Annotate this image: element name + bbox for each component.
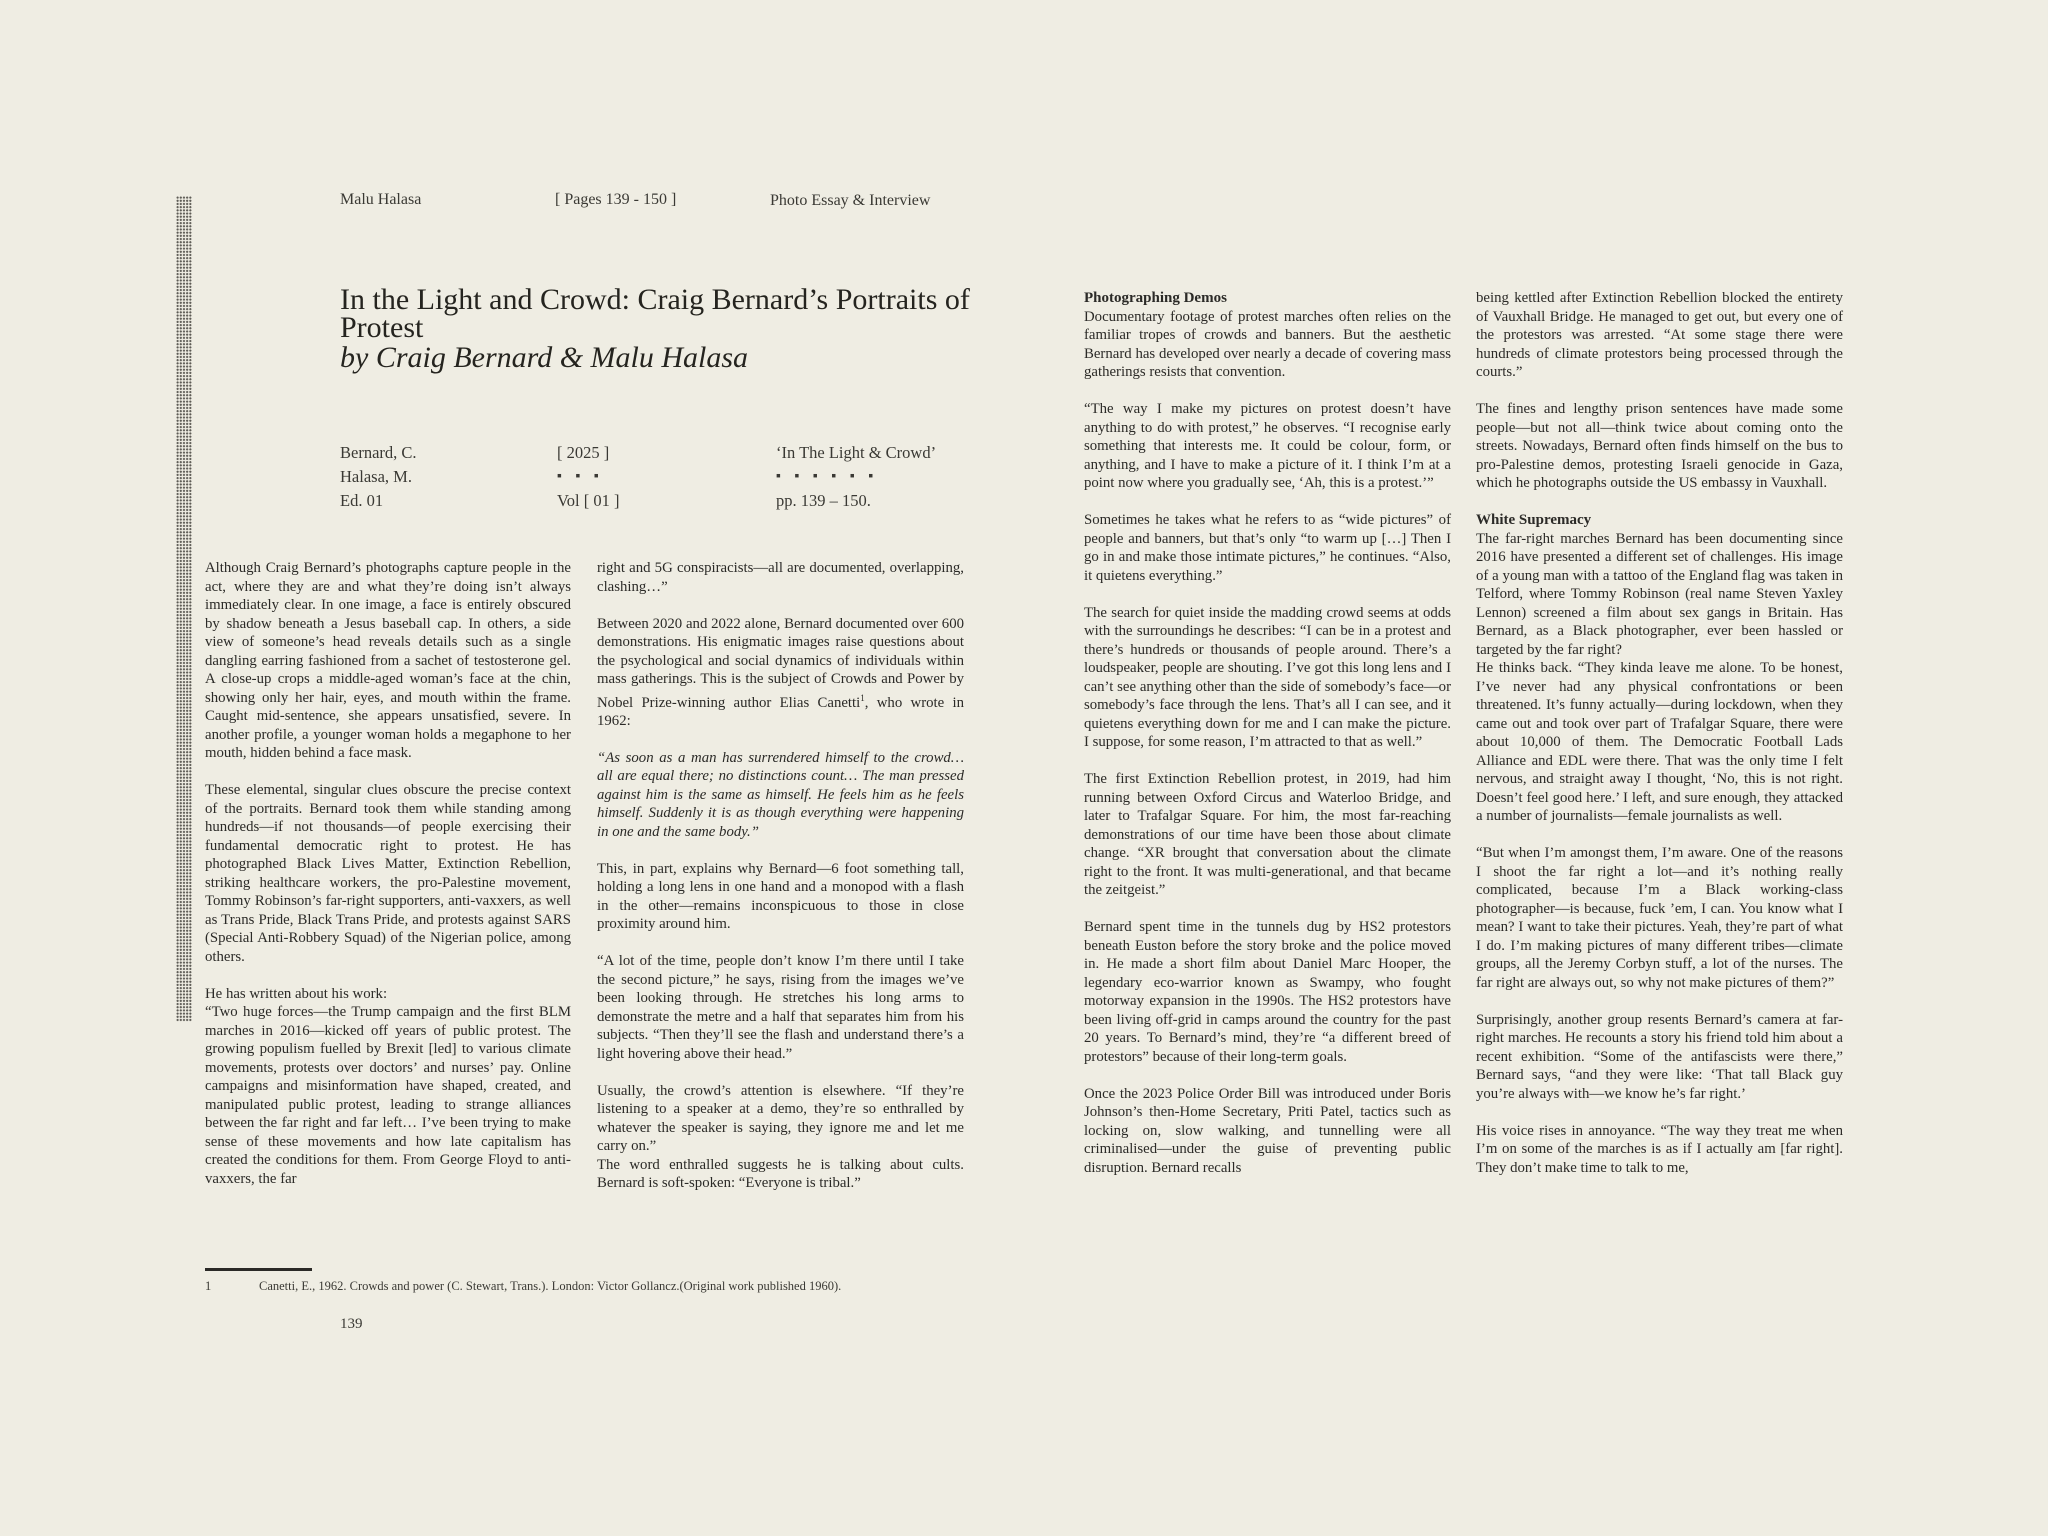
paragraph: “A lot of the time, people don’t know I’m there until I take the second picture,” he says, rising from the images we’ve been looking through. He stretches his long arms to demonstrate the metre and a half that separates him from his subjects. “Then they’ll see the flash and understand there’s a light hovering above their head.” bbox=[597, 953, 964, 1062]
article-byline: by Craig Bernard & Malu Halasa bbox=[340, 341, 749, 374]
text-column-3 bbox=[1084, 289, 1451, 1196]
bib-year: [ 2025 ] bbox=[557, 443, 610, 462]
bib-author: Bernard, C. bbox=[340, 443, 417, 462]
paragraph: The far-right marches Bernard has been documenting since 2016 have presented a different set of challenges. His image of a young man with a tattoo of the England flag was taken in Telford, where Tommy Robinson (real name Steven Yaxley Lennon) screened a film about sex gangs in Britain. Has Bernard, as a Black photographer, ever been hassled or targeted by the far right? bbox=[1476, 530, 1843, 658]
paragraph: Once the 2023 Police Order Bill was introduced under Boris Johnson’s then-Home Secretary, Priti Patel, tactics such as locking on, slow walking, and tunnelling were all criminalised—under the guise of preventing public disruption. Bernard recalls bbox=[1084, 1085, 1451, 1176]
paragraph: Usually, the crowd’s attention is elsewhere. “If they’re listening to a speaker at a demo, they’re so enthralled by whatever the speaker is saying, they ignore me and let me carry on.” bbox=[597, 1082, 964, 1155]
footnote-number: 1 bbox=[205, 1279, 212, 1293]
bib-year-dots: ▪ ▪ ▪ bbox=[557, 469, 604, 484]
section-heading: Photographing Demos bbox=[1084, 290, 1227, 306]
paragraph: This, in part, explains why Bernard—6 foot something tall, holding a long lens in one hand and a monopod with a flash in the other—remains inconspicuous to those in close proximity around him. bbox=[597, 860, 964, 933]
paragraph: Surprisingly, another group resents Bernard’s camera at far-right marches. He recounts a story his friend told him about a recent exhibition. “Some of the antifascists were there,” Bernard says, “and they were like: ‘That tall Black guy you’re always with—we know he’s far right.’ bbox=[1476, 1011, 1843, 1102]
footnote-rule bbox=[205, 1268, 312, 1271]
paragraph bbox=[597, 615, 964, 731]
paragraph: The search for quiet inside the madding crowd seems at odds with the surroundings he describes: “I can be in a protest and there’s hundreds or thousands of people around. There’s a loudspeaker, people are shouting. I’ve got this long lens and I can’t see anything other than the side of somebody’s face—or somebody’s face through the lens. That’s all I can see, and it quietens everything down for me and I can make the picture. I suppose, for some reason, I’m attracted to that as well.” bbox=[1084, 604, 1451, 750]
paragraph: His voice rises in annoyance. “The way they treat me when I’m on some of the marches is as if I actually am [far right]. They don’t make time to talk to me, bbox=[1476, 1122, 1843, 1176]
article-title-main: In the Light and Crowd: Craig Bernard’s Portraits of Protest bbox=[340, 283, 970, 344]
header-section: Photo Essay & Interview bbox=[770, 192, 931, 209]
bib-title-column bbox=[776, 441, 936, 513]
paragraph: right and 5G conspiracists—all are documented, overlapping, clashing…” bbox=[597, 560, 964, 595]
bib-short-title: ‘In The Light & Crowd’ bbox=[776, 443, 937, 462]
paragraph: The word enthralled suggests he is talking about cults. Bernard is soft-spoken: “Everyone is tribal.” bbox=[597, 1156, 964, 1192]
paragraph: “But when I’m amongst them, I’m aware. One of the reasons I shoot the far right a lot—and it’s nothing really complicated, because I’m a Black working-class photographer—is because, fuck ’em, I can. You know what I mean? I want to take their pictures. Yeah, they’re part of what I do. I’m making pictures of many different tribes—climate groups, all the Jeremy Corbyn stuff, a lot of the nurses. The far right are always out, so why not make pictures of them?” bbox=[1476, 845, 1843, 991]
text-column-4 bbox=[1476, 289, 1843, 1196]
paragraph: He thinks back. “They kinda leave me alone. To be honest, I’ve never had any physical confrontations or been threatened. It’s funny actually—during lockdown, when they came out and took over part of Trafalgar Square, there were about 10,000 of them. The Democratic Football Lads Alliance and EDL were there. That was the only time I felt nervous, and straight away I thought, ‘No, this is not right. Doesn’t feel good here.’ I left, and sure enough, they attacked a number of journalists—female journalists as well. bbox=[1476, 660, 1843, 824]
footnote-ref[interactable]: 1 bbox=[860, 692, 865, 703]
bib-authors-column bbox=[340, 441, 417, 513]
paragraph: being kettled after Extinction Rebellion blocked the entirety of Vauxhall Bridge. He managed to get out, but every one of the protestors was arrested. “At some stage there were hundreds of climate protestors being processed through the courts.” bbox=[1476, 290, 1843, 380]
paragraph: Bernard spent time in the tunnels dug by HS2 protestors beneath Euston before the story broke and the police moved in. He made a short film about Daniel Marc Hooper, the legendary eco-warrior known as Swampy, who fought motorway expansion in the 1990s. The HS2 protestors have been living off-grid in camps around the country for the past 20 years. To Bernard’s mind, they’re “a different breed of protestors” because of their long-term goals. bbox=[1084, 919, 1451, 1065]
block-quote: “As soon as a man has surrendered himself to the crowd… all are equal there; no distinctions count… The man pressed against him is the same as himself. He feels him as he feels himself. Suddenly it is as though everything were happening in one and the same body.” bbox=[597, 749, 964, 840]
paragraph: “The way I make my pictures on protest doesn’t have anything to do with protest,” he observes. “I recognise early something that interests me. It could be colour, form, or anything, and I have to make a picture of it. I think I’m at a point now where you gradually see, ‘Ah, this is a protest.’” bbox=[1084, 401, 1451, 491]
bib-year-column bbox=[557, 441, 620, 513]
bib-page-range: pp. 139 – 150. bbox=[776, 491, 871, 510]
text-column-1 bbox=[205, 559, 571, 1207]
page-number: 139 bbox=[340, 1316, 363, 1332]
paragraph: Although Craig Bernard’s photographs capture people in the act, where they are and what they’re doing isn’t always immediately clear. In one image, a face is entirely obscured by shadow beneath a Jesus baseball cap. In others, a side view of someone’s head reveals details such as a single dangling earring fashioned from a sachet of testosterone gel. A close-up crops a middle-aged woman’s face at the chin, showing only her hair, eyes, and mouth within the frame. Caught mid-sentence, she appears unsatisfied, severe. In another profile, a younger woman holds a megaphone to her mouth, hidden behind a face mask. bbox=[205, 560, 571, 761]
header-page-range: [ Pages 139 - 150 ] bbox=[555, 191, 677, 208]
text-column-2 bbox=[597, 559, 964, 1211]
bib-volume: Vol [ 01 ] bbox=[557, 491, 620, 510]
paragraph: Sometimes he takes what he refers to as “wide pictures” of people and banners, but that’s only “to warm up […] Then I go in and make those intimate pictures,” he continues. “Also, it quietens everything.” bbox=[1084, 512, 1451, 584]
bib-author: Halasa, M. bbox=[340, 467, 412, 486]
paragraph: The first Extinction Rebellion protest, in 2019, had him running between Oxford Circus and Waterloo Bridge, and later to Trafalgar Square. For him, the most far-reaching demonstrations of our time have been those about climate change. “XR brought that conversation about the climate right to the front. It was multi-generational, and that became the zeitgeist.” bbox=[1084, 771, 1451, 898]
paragraph: Documentary footage of protest marches often relies on the familiar tropes of crowds and banners. But the aesthetic Bernard has developed over nearly a decade of covering mass gatherings resists that convention. bbox=[1084, 308, 1451, 380]
paragraph: “Two huge forces—the Trump campaign and the first BLM marches in 2016—kicked off years of public protest. The growing populism fuelled by Brexit [led] to various climate movements, protests over doctors’ and nurses’ pay. Online campaigns and misinformation have shaped, created, and manipulated public protest, leading to strange alliances between the far right and far left… I’ve been trying to make sense of these movements and how late capitalism has created the conditions for them. From George Floyd to anti-vaxxers, the far bbox=[205, 1004, 571, 1187]
section-heading: White Supremacy bbox=[1476, 512, 1592, 528]
bib-edition: Ed. 01 bbox=[340, 491, 384, 510]
paragraph: These elemental, singular clues obscure the precise context of the portraits. Bernard took them while standing among hundreds—if not thousands—of people exercising their fundamental democratic right to protest. He has photographed Black Lives Matter, Extinction Rebellion, striking healthcare workers, the pro-Palestine movement, Tommy Robinson’s far-right supporters, anti-vaxxers, as well as Trans Pride, Black Trans Pride, and protests against SARS (Special Anti-Robbery Squad) of the Nigerian police, among others. bbox=[205, 782, 571, 965]
article-title bbox=[340, 283, 1020, 374]
paragraph-text: , who wrote in 1962: bbox=[597, 694, 964, 729]
footnote-text: Canetti, E., 1962. Crowds and power (C. Stewart, Trans.). London: Victor Gollancz.(Original work published 1960). bbox=[259, 1279, 842, 1293]
dotted-margin-strip bbox=[176, 196, 192, 1022]
header-author: Malu Halasa bbox=[340, 191, 422, 208]
paragraph: He has written about his work: bbox=[205, 985, 388, 1002]
bib-title-dots: ▪ ▪ ▪ ▪ ▪ ▪ bbox=[776, 469, 879, 484]
paragraph: The fines and lengthy prison sentences have made some people—but not all—think twice about coming onto the streets. Nowadays, Bernard often finds himself on the bus to pro-Palestine demos, protesting Israeli genocide in Gaza, which he photographs outside the US embassy in Vauxhall. bbox=[1476, 401, 1843, 491]
paragraph-text: Between 2020 and 2022 alone, Bernard documented over 600 demonstrations. His enigmatic images raise questions about the psychological and social dynamics of individuals within mass gatherings. This is the subject of Crowds and Power by Nobel Prize-winning author Elias Canetti bbox=[597, 615, 964, 711]
